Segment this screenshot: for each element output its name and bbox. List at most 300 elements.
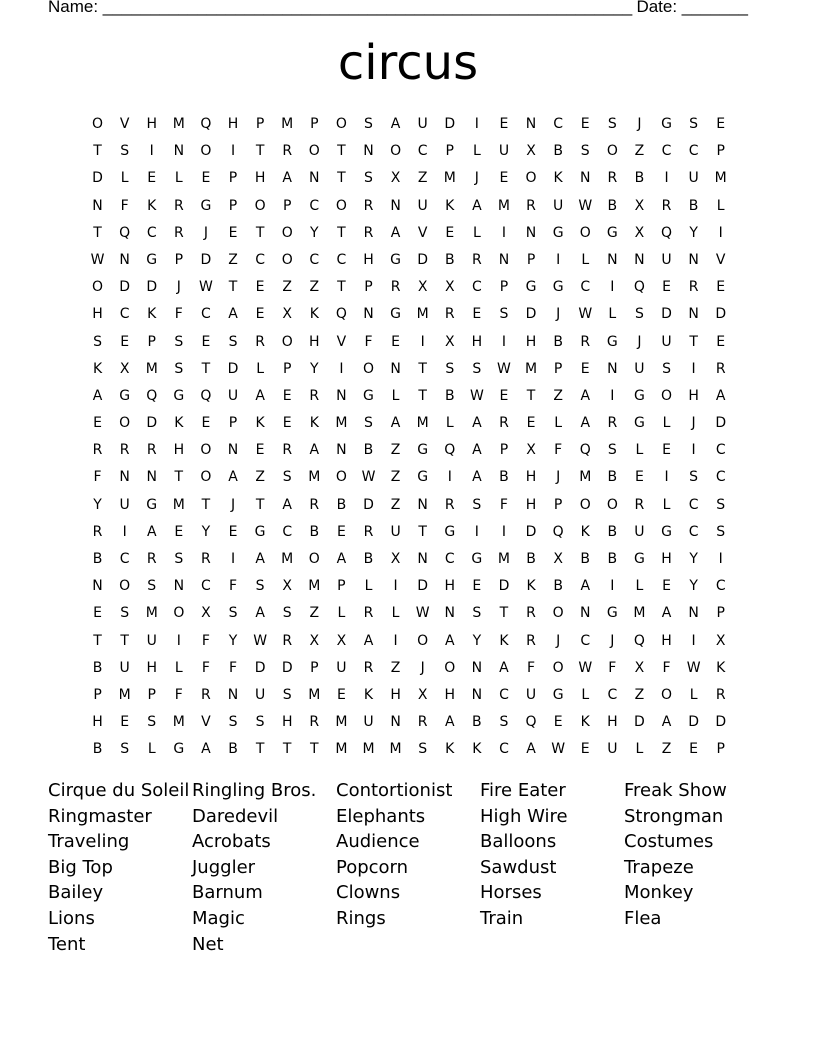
- grid-cell: T: [93, 632, 102, 649]
- grid-cell: F: [174, 306, 183, 323]
- grid-cell: H: [661, 551, 672, 567]
- grid-cell: S: [716, 496, 726, 513]
- grid-cell: E: [391, 333, 400, 350]
- grid-cell: I: [230, 551, 236, 567]
- grid-cell: T: [337, 279, 346, 296]
- grid-cell: A: [472, 197, 482, 214]
- grid-cell: T: [282, 741, 292, 758]
- grid-cell: X: [417, 279, 428, 296]
- grid-cell: E: [147, 170, 157, 187]
- grid-cell: H: [525, 469, 537, 486]
- grid-cell: L: [120, 170, 129, 187]
- grid-cell: X: [634, 197, 645, 214]
- grid-cell: C: [688, 523, 699, 540]
- grid-cell: K: [553, 170, 563, 187]
- grid-cell: G: [525, 279, 537, 296]
- grid-cell: K: [255, 415, 265, 432]
- grid-cell: M: [443, 170, 456, 187]
- grid-cell: P: [716, 741, 725, 758]
- grid-cell: J: [556, 469, 561, 486]
- grid-cell: E: [580, 360, 590, 377]
- grid-cell: A: [472, 415, 482, 432]
- grid-cell: X: [715, 632, 726, 649]
- grid-cell: R: [363, 197, 374, 214]
- grid-cell: Y: [228, 632, 238, 649]
- grid-cell: K: [309, 306, 319, 323]
- page-title: circus: [337, 35, 479, 91]
- grid-cell: K: [174, 415, 184, 432]
- grid-cell: R: [634, 496, 645, 513]
- grid-cell: X: [336, 632, 347, 649]
- word-bank-item: Traveling: [48, 831, 130, 853]
- grid-cell: L: [662, 496, 671, 513]
- grid-cell: Z: [553, 387, 563, 404]
- grid-cell: E: [526, 415, 536, 432]
- grid-cell: L: [147, 741, 156, 758]
- grid-cell: E: [120, 333, 130, 350]
- grid-cell: A: [146, 523, 157, 540]
- grid-cell: I: [474, 116, 479, 132]
- grid-cell: E: [634, 469, 644, 486]
- grid-cell: B: [92, 659, 103, 676]
- grid-cell: S: [282, 686, 292, 703]
- grid-cell: S: [93, 333, 102, 350]
- grid-cell: S: [174, 333, 184, 350]
- grid-cell: D: [715, 306, 727, 323]
- grid-cell: M: [308, 686, 321, 703]
- grid-cell: K: [309, 415, 319, 432]
- grid-cell: O: [661, 387, 673, 404]
- grid-cell: E: [716, 279, 726, 296]
- grid-cell: L: [608, 306, 617, 323]
- grid-cell: G: [119, 387, 131, 404]
- grid-cell: R: [688, 279, 699, 296]
- grid-cell: A: [499, 659, 509, 676]
- grid-cell: N: [525, 116, 537, 132]
- grid-cell: G: [173, 741, 185, 758]
- grid-cell: B: [580, 551, 591, 567]
- grid-cell: D: [444, 116, 456, 132]
- name-field-label: Name: ________________________________________________________: [48, 0, 633, 16]
- grid-cell: U: [227, 387, 239, 404]
- grid-cell: H: [227, 116, 239, 132]
- grid-cell: U: [417, 197, 428, 214]
- grid-cell: T: [201, 496, 211, 513]
- grid-cell: T: [337, 143, 346, 160]
- grid-cell: S: [364, 415, 373, 432]
- grid-cell: W: [415, 605, 430, 622]
- grid-cell: E: [228, 523, 238, 540]
- grid-cell: F: [554, 442, 563, 459]
- grid-cell: E: [472, 578, 482, 595]
- grid-cell: R: [255, 333, 265, 350]
- grid-cell: H: [688, 387, 699, 404]
- grid-cell: K: [445, 197, 455, 214]
- grid-cell: B: [336, 496, 347, 513]
- grid-cell: W: [361, 469, 376, 486]
- grid-cell: A: [715, 387, 726, 404]
- grid-cell: E: [174, 523, 184, 540]
- grid-cell: R: [526, 197, 536, 214]
- grid-cell: D: [92, 170, 103, 187]
- word-bank-item: Train: [480, 907, 524, 929]
- grid-cell: N: [688, 251, 699, 268]
- grid-cell: R: [715, 686, 726, 703]
- grid-cell: D: [363, 496, 374, 513]
- grid-cell: S: [580, 143, 590, 160]
- grid-cell: O: [200, 469, 212, 486]
- grid-cell: A: [580, 387, 591, 404]
- grid-cell: M: [172, 116, 185, 132]
- grid-cell: S: [716, 523, 726, 540]
- grid-cell: U: [634, 360, 645, 377]
- grid-cell: W: [253, 632, 268, 649]
- grid-cell: K: [363, 686, 374, 703]
- grid-cell: B: [607, 197, 618, 214]
- grid-cell: R: [471, 251, 482, 268]
- grid-cell: E: [445, 224, 455, 241]
- grid-cell: F: [364, 333, 373, 350]
- grid-cell: I: [718, 224, 723, 241]
- grid-cell: Z: [661, 741, 672, 758]
- grid-cell: D: [146, 415, 158, 432]
- grid-cell: M: [362, 741, 375, 758]
- grid-cell: C: [688, 143, 699, 160]
- grid-cell: T: [201, 360, 211, 377]
- grid-cell: Z: [390, 659, 401, 676]
- grid-cell: I: [718, 551, 723, 567]
- grid-cell: J: [691, 415, 696, 432]
- grid-cell: I: [691, 360, 696, 377]
- grid-cell: A: [390, 116, 401, 132]
- grid-cell: I: [474, 523, 479, 540]
- grid-cell: O: [92, 116, 104, 132]
- grid-cell: A: [526, 741, 536, 758]
- grid-cell: R: [363, 659, 374, 676]
- grid-cell: C: [309, 197, 320, 214]
- grid-cell: U: [417, 116, 428, 132]
- grid-cell: E: [120, 714, 130, 731]
- grid-cell: S: [607, 116, 617, 132]
- grid-cell: D: [119, 279, 131, 296]
- grid-cell: C: [553, 116, 564, 132]
- grid-cell: R: [499, 415, 509, 432]
- grid-cell: M: [172, 496, 185, 513]
- grid-cell: U: [119, 496, 130, 513]
- grid-cell: B: [688, 197, 699, 214]
- grid-cell: O: [281, 333, 293, 350]
- grid-cell: M: [335, 741, 348, 758]
- grid-cell: Q: [633, 279, 645, 296]
- grid-cell: N: [390, 714, 401, 731]
- word-bank: [48, 778, 768, 957]
- grid-cell: H: [363, 251, 374, 268]
- grid-cell: M: [145, 360, 158, 377]
- grid-cell: P: [499, 279, 509, 296]
- grid-cell: N: [471, 659, 483, 676]
- grid-cell: C: [661, 143, 672, 160]
- grid-cell: O: [335, 469, 347, 486]
- grid-cell: C: [715, 578, 726, 595]
- grid-cell: X: [526, 143, 536, 160]
- grid-cell: O: [308, 143, 320, 160]
- word-bank-item: Net: [192, 933, 224, 955]
- grid-cell: S: [228, 714, 238, 731]
- grid-cell: E: [201, 170, 211, 187]
- grid-cell: M: [118, 686, 131, 703]
- grid-cell: U: [607, 741, 618, 758]
- grid-cell: L: [689, 686, 698, 703]
- grid-cell: Y: [472, 632, 482, 649]
- grid-cell: Q: [661, 224, 673, 241]
- grid-cell: H: [607, 714, 618, 731]
- grid-cell: P: [282, 360, 292, 377]
- grid-cell: E: [499, 170, 509, 187]
- grid-cell: U: [146, 632, 157, 649]
- grid-cell: H: [309, 333, 320, 350]
- grid-cell: T: [255, 496, 265, 513]
- grid-cell: P: [310, 116, 319, 132]
- grid-cell: Q: [525, 714, 537, 731]
- word-bank-item: Sawdust: [480, 856, 557, 878]
- grid-cell: R: [715, 360, 726, 377]
- grid-cell: B: [363, 442, 374, 459]
- grid-cell: L: [391, 387, 400, 404]
- grid-cell: N: [417, 551, 428, 567]
- grid-cell: R: [607, 415, 618, 432]
- grid-cell: L: [174, 170, 183, 187]
- grid-cell: J: [610, 632, 615, 649]
- grid-cell: A: [255, 605, 265, 622]
- grid-cell: F: [527, 659, 536, 676]
- grid-cell: A: [92, 387, 103, 404]
- grid-cell: F: [120, 197, 129, 214]
- grid-cell: P: [228, 197, 238, 214]
- word-bank-item: Flea: [624, 907, 662, 929]
- grid-cell: C: [146, 224, 157, 241]
- grid-cell: U: [363, 714, 374, 731]
- word-bank-item: Fire Eater: [480, 780, 566, 801]
- grid-cell: P: [228, 415, 238, 432]
- grid-cell: L: [581, 686, 590, 703]
- grid-cell: S: [472, 496, 482, 513]
- grid-cell: O: [200, 442, 212, 459]
- grid-cell: A: [580, 415, 591, 432]
- word-bank-item: Trapeze: [624, 856, 694, 878]
- grid-cell: N: [336, 442, 347, 459]
- grid-cell: H: [92, 306, 103, 323]
- grid-cell: X: [309, 632, 320, 649]
- grid-cell: G: [552, 224, 564, 241]
- grid-cell: C: [119, 306, 130, 323]
- grid-cell: X: [282, 578, 292, 595]
- grid-cell: P: [364, 279, 373, 296]
- word-bank-item: Clowns: [336, 882, 401, 904]
- grid-cell: Y: [689, 578, 698, 595]
- grid-cell: X: [119, 360, 130, 377]
- grid-cell: S: [445, 360, 455, 377]
- grid-cell: S: [282, 605, 292, 622]
- grid-cell: N: [173, 143, 185, 160]
- grid-cell: B: [363, 551, 374, 567]
- grid-cell: R: [173, 224, 184, 241]
- word-bank-item: Horses: [480, 882, 542, 904]
- grid-cell: N: [417, 496, 428, 513]
- grid-cell: S: [472, 605, 482, 622]
- grid-cell: A: [444, 714, 455, 731]
- grid-cell: D: [715, 714, 727, 731]
- grid-cell: M: [281, 116, 294, 132]
- grid-cell: A: [282, 170, 292, 187]
- grid-cell: U: [390, 523, 401, 540]
- grid-cell: E: [553, 714, 563, 731]
- grid-cell: N: [92, 578, 103, 595]
- grid-cell: E: [499, 116, 509, 132]
- grid-cell: W: [686, 659, 701, 676]
- grid-cell: E: [282, 387, 292, 404]
- grid-cell: C: [580, 632, 591, 649]
- grid-cell: A: [228, 306, 238, 323]
- grid-cell: C: [282, 523, 293, 540]
- grid-cell: X: [444, 279, 455, 296]
- grid-cell: T: [255, 741, 265, 758]
- grid-cell: S: [662, 360, 671, 377]
- grid-cell: U: [525, 686, 537, 703]
- grid-cell: I: [447, 469, 452, 486]
- grid-cell: C: [715, 442, 726, 459]
- grid-cell: S: [228, 333, 238, 350]
- grid-cell: R: [363, 523, 374, 540]
- date-field-label: Date: _______: [636, 0, 748, 16]
- grid-cell: C: [201, 578, 211, 595]
- grid-cell: N: [227, 686, 239, 703]
- grid-cell: S: [634, 306, 644, 323]
- grid-cell: A: [255, 551, 265, 567]
- word-bank-item: Audience: [336, 831, 420, 853]
- grid-cell: X: [282, 306, 292, 323]
- grid-cell: N: [498, 251, 510, 268]
- grid-cell: H: [173, 442, 185, 459]
- grid-cell: S: [418, 741, 428, 758]
- grid-cell: P: [93, 686, 102, 703]
- grid-cell: I: [501, 523, 507, 540]
- grid-cell: R: [146, 442, 157, 459]
- grid-cell: H: [146, 659, 157, 676]
- grid-cell: R: [282, 143, 293, 160]
- grid-cell: I: [691, 632, 696, 649]
- grid-cell: I: [149, 143, 154, 160]
- word-bank-item: High Wire: [480, 805, 568, 827]
- grid-cell: Q: [579, 442, 591, 459]
- grid-cell: I: [610, 387, 615, 404]
- grid-cell: D: [227, 360, 239, 377]
- grid-cell: E: [201, 415, 211, 432]
- grid-cell: R: [92, 442, 103, 459]
- grid-cell: S: [120, 741, 130, 758]
- grid-cell: R: [201, 551, 211, 567]
- grid-cell: E: [662, 279, 671, 296]
- grid-cell: C: [309, 251, 320, 268]
- word-bank-item: Magic: [192, 907, 245, 929]
- grid-cell: X: [390, 551, 401, 567]
- grid-cell: R: [526, 632, 536, 649]
- grid-cell: J: [556, 306, 561, 323]
- word-bank-item: Big Top: [48, 856, 113, 878]
- grid-cell: D: [254, 659, 266, 676]
- grid-cell: R: [607, 170, 618, 187]
- grid-cell: O: [254, 197, 266, 214]
- grid-cell: R: [92, 523, 103, 540]
- grid-cell: C: [417, 143, 428, 160]
- grid-cell: M: [281, 551, 294, 567]
- grid-cell: I: [122, 523, 127, 540]
- grid-cell: A: [363, 632, 374, 649]
- grid-cell: N: [607, 251, 618, 268]
- grid-cell: T: [337, 224, 346, 241]
- grid-cell: B: [309, 523, 320, 540]
- grid-cell: U: [661, 251, 672, 268]
- grid-cell: H: [444, 578, 456, 595]
- grid-cell: M: [145, 605, 158, 622]
- grid-cell: O: [444, 659, 456, 676]
- grid-cell: S: [607, 442, 617, 459]
- grid-cell: O: [579, 496, 591, 513]
- grid-cell: B: [444, 251, 455, 268]
- grid-cell: E: [255, 279, 265, 296]
- grid-cell: U: [254, 686, 266, 703]
- grid-cell: O: [552, 659, 564, 676]
- grid-cell: G: [444, 523, 456, 540]
- grid-cell: Y: [93, 496, 102, 513]
- grid-cell: X: [444, 333, 455, 350]
- grid-cell: A: [390, 224, 401, 241]
- grid-cell: M: [579, 469, 592, 486]
- grid-cell: T: [93, 224, 102, 241]
- grid-cell: A: [472, 442, 482, 459]
- grid-cell: U: [498, 143, 510, 160]
- grid-cell: R: [580, 333, 591, 350]
- grid-cell: G: [606, 224, 618, 241]
- grid-cell: O: [335, 116, 347, 132]
- grid-cell: Z: [390, 469, 401, 486]
- grid-cell: D: [688, 714, 699, 731]
- grid-cell: C: [688, 496, 699, 513]
- grid-cell: S: [120, 143, 130, 160]
- letter-grid: [84, 111, 734, 764]
- grid-cell: G: [417, 442, 429, 459]
- grid-cell: W: [578, 197, 593, 214]
- grid-cell: J: [474, 170, 479, 187]
- grid-cell: R: [282, 442, 293, 459]
- grid-cell: C: [336, 251, 347, 268]
- word-bank-item: Elephants: [336, 805, 426, 827]
- grid-cell: N: [146, 469, 157, 486]
- grid-cell: H: [390, 686, 401, 703]
- grid-cell: M: [416, 415, 429, 432]
- grid-cell: L: [635, 442, 644, 459]
- grid-cell: E: [716, 116, 726, 132]
- grid-cell: R: [661, 197, 672, 214]
- grid-cell: Q: [552, 523, 564, 540]
- grid-cell: Q: [146, 387, 158, 404]
- grid-cell: T: [337, 170, 346, 187]
- grid-cell: V: [336, 333, 347, 350]
- grid-cell: T: [499, 605, 509, 622]
- grid-cell: G: [471, 551, 483, 567]
- grid-cell: Z: [282, 279, 292, 296]
- grid-cell: O: [525, 170, 537, 187]
- grid-cell: I: [664, 170, 669, 187]
